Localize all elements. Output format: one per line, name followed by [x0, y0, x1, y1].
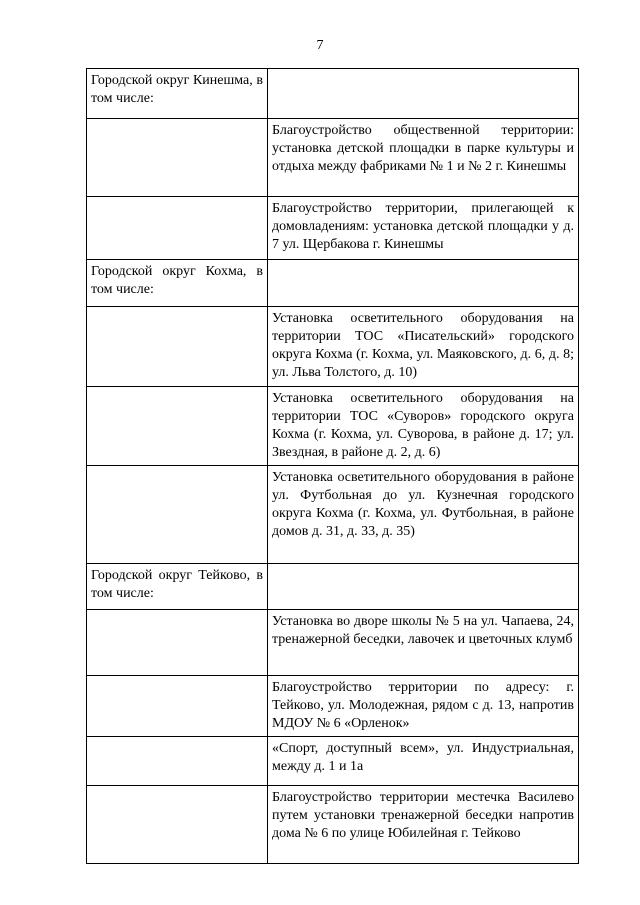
- table-row: [87, 786, 579, 864]
- project-cell: [268, 260, 579, 307]
- project-cell: Установка осветительного оборудования на территории ТОС «Писательский» городского округа Кохма (г. Кохма, ул. Маяковского, д. 6, д. 8; ул. Льва Толстого, д. 10): [268, 307, 579, 387]
- table-row: [87, 737, 579, 786]
- municipality-cell: [87, 737, 268, 786]
- page-number: 7: [316, 38, 324, 53]
- project-cell: Установка осветительного оборудования на территории ТОС «Суворов» городского округа Кохма (г. Кохма, ул. Суворова, в районе д. 17; ул. Звездная, в районе д. 2, д. 6): [268, 387, 579, 466]
- municipality-cell: [87, 676, 268, 737]
- table-row: [87, 387, 579, 466]
- table-row: [87, 69, 579, 119]
- municipality-cell: [87, 610, 268, 676]
- project-cell: Благоустройство общественной территории: установка детской площадки в парке культуры и отдыха между фабриками № 1 и № 2 г. Кинешмы: [268, 119, 579, 197]
- municipality-cell: Городской округ Кохма, в том числе:: [87, 260, 268, 307]
- table-row: [87, 260, 579, 307]
- municipality-cell: Городской округ Кинешма, в том числе:: [87, 69, 268, 119]
- municipality-cell: [87, 197, 268, 260]
- project-cell: Благоустройство территории по адресу: г. Тейково, ул. Молодежная, рядом с д. 13, напротив МДОУ № 6 «Орленок»: [268, 676, 579, 737]
- project-cell: Установка во дворе школы № 5 на ул. Чапаева, 24, тренажерной беседки, лавочек и цветочных клумб: [268, 610, 579, 676]
- table-row: [87, 119, 579, 197]
- municipality-cell: [87, 119, 268, 197]
- table-row: [87, 307, 579, 387]
- project-cell: [268, 69, 579, 119]
- municipality-cell: Городской округ Тейково, в том числе:: [87, 564, 268, 610]
- municipality-cell: [87, 307, 268, 387]
- project-cell: «Спорт, доступный всем», ул. Индустриальная, между д. 1 и 1а: [268, 737, 579, 786]
- table-row: [87, 564, 579, 610]
- project-cell: Установка осветительного оборудования в районе ул. Футбольная до ул. Кузнечная городского округа Кохма (г. Кохма, ул. Футбольная, в районе домов д. 31, д. 33, д. 35): [268, 466, 579, 564]
- project-cell: Благоустройство территории местечка Василево путем установки тренажерной беседки напротив дома № 6 по улице Юбилейная г. Тейково: [268, 786, 579, 864]
- table-row: [87, 197, 579, 260]
- municipality-cell: [87, 786, 268, 864]
- project-cell: [268, 564, 579, 610]
- table-row: [87, 610, 579, 676]
- project-cell: Благоустройство территории, прилегающей к домовладениям: установка детской площадки у д. 7 ул. Щербакова г. Кинешмы: [268, 197, 579, 260]
- table-row: [87, 466, 579, 564]
- municipal-projects-table: [86, 68, 579, 864]
- municipality-cell: [87, 466, 268, 564]
- table-row: [87, 676, 579, 737]
- municipality-cell: [87, 387, 268, 466]
